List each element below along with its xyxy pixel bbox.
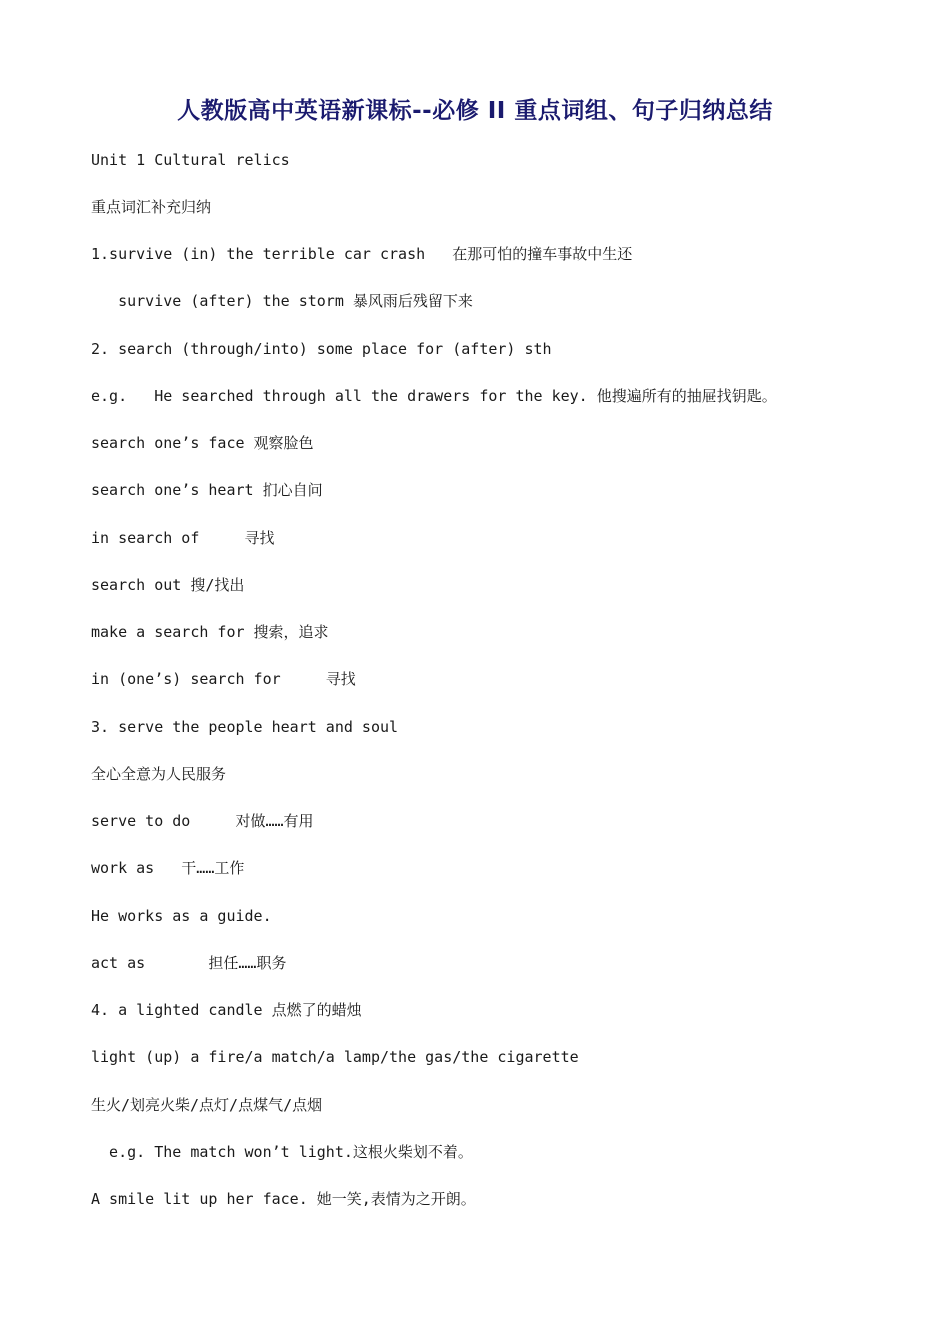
text-line: make a search for 搜索，追求 [91,623,329,641]
text-line: 2. search (through/into) some place for (after) sth [91,340,552,358]
text-line: survive (after) the storm 暴风雨后残留下来 [91,292,473,310]
text-line: in search of 寻找 [91,529,275,547]
text-line: light (up) a fire/a match/a lamp/the gas/the cigarette [91,1048,579,1066]
text-line: search one’s face 观察脸色 [91,434,314,452]
text-line: 1.survive (in) the terrible car crash 在那可怕的撞车事故中生还 [91,245,633,263]
text-line: e.g. The match won’t light.这根火柴划不着。 [91,1143,473,1161]
text-line: search one’s heart 扪心自问 [91,481,323,499]
text-line: A smile lit up her face. 她一笑,表情为之开朗。 [91,1190,476,1208]
text-line: 生火/划亮火柴/点灯/点煤气/点烟 [91,1096,323,1114]
text-line: 3. serve the people heart and soul [91,718,399,736]
text-line: work as 干……工作 [91,859,245,877]
text-line: e.g. He searched through all the drawers for the key. 他搜遍所有的抽屉找钥匙。 [91,387,777,405]
text-line: act as 担任……职务 [91,954,287,972]
unit-heading: Unit 1 Cultural relics [91,151,290,169]
text-line: 4. a lighted candle 点燃了的蜡烛 [91,1001,362,1019]
text-line: in (one’s) search for 寻找 [91,670,356,688]
section-heading: 重点词汇补充归纳 [91,198,212,216]
text-line: He works as a guide. [91,907,272,925]
text-line: 全心全意为人民服务 [91,765,227,783]
text-line: serve to do 对做……有用 [91,812,314,830]
document-title: 人教版高中英语新课标--必修 II 重点词组、句子归纳总结 [177,98,773,124]
text-line: search out 搜/找出 [91,576,245,594]
